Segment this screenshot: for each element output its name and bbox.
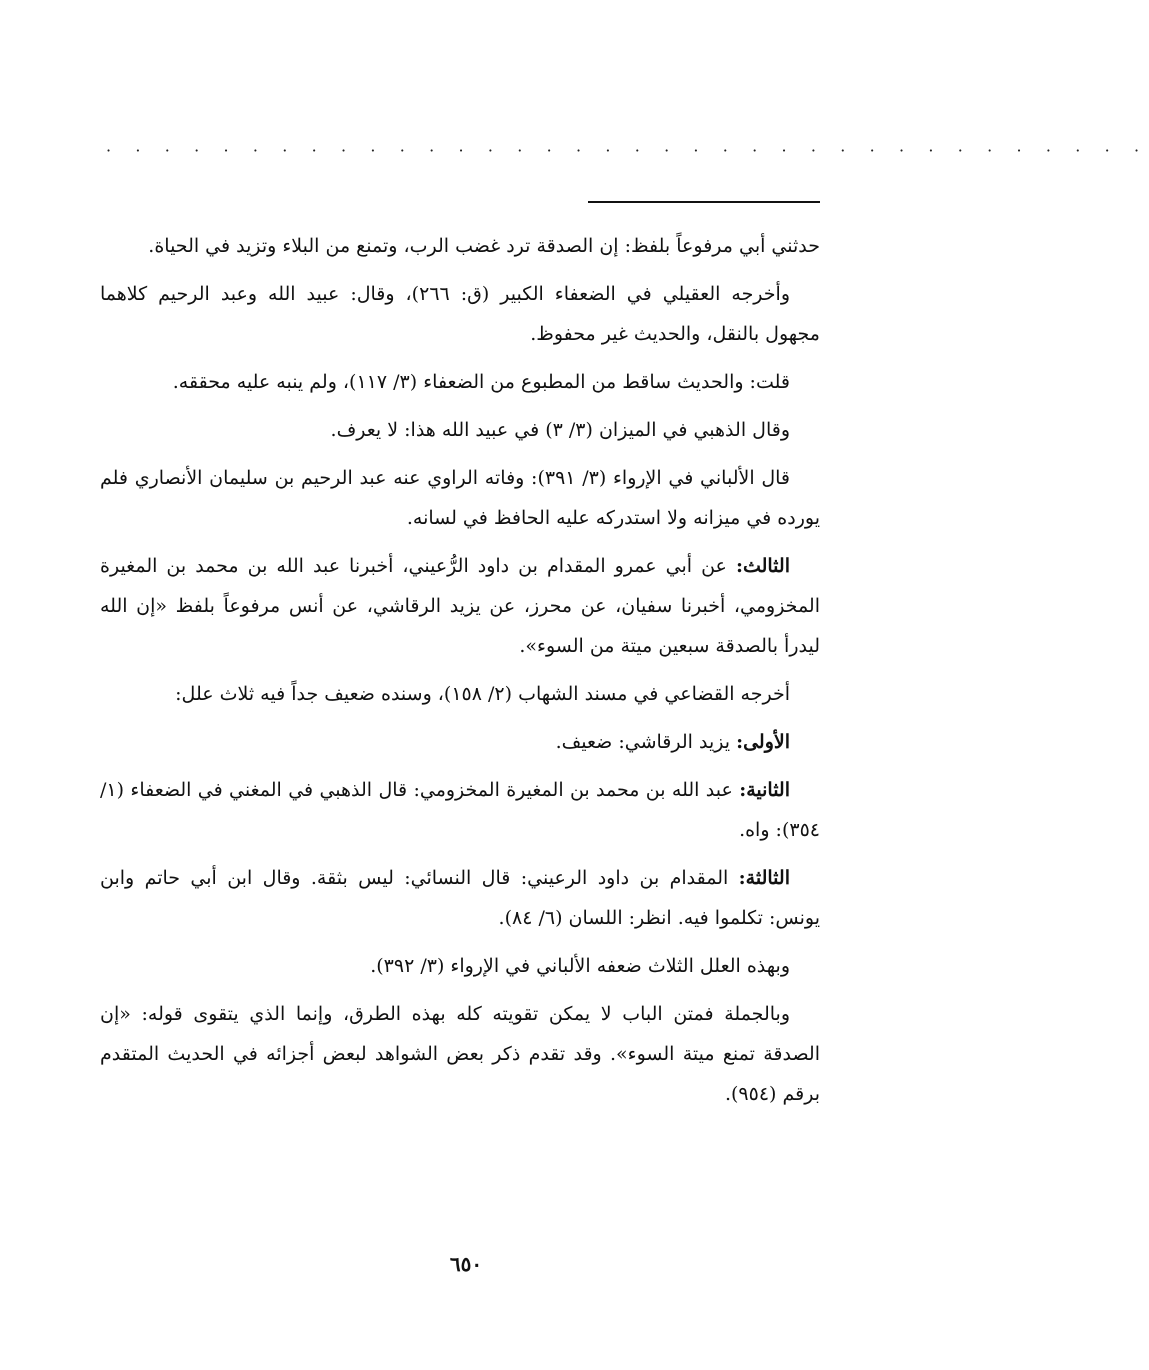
- paragraph-9: [100, 770, 820, 850]
- paragraph-11: [100, 946, 820, 986]
- paragraph-text: يزيد الرقاشي: ضعيف.: [555, 731, 737, 753]
- paragraph-text: قال الألباني في الإرواء (٣/ ٣٩١): وفاته الراوي عنه عبد الرحيم بن سليمان الأنصاري فلم يورده في ميزانه ولا استدركه عليه الحافظ في لسانه.: [100, 467, 820, 529]
- paragraph-lead: الأولى:: [736, 731, 790, 753]
- paragraph-text: وبالجملة فمتن الباب لا يمكن تقويته كله بهذه الطرق، وإنما الذي يتقوى قوله: «إن الصدقة تمنع ميتة السوء». وقد تقدم ذكر بعض الشواهد لبعض أجزائه في الحديث المتقدم برقم (٩٥٤).: [100, 1003, 820, 1105]
- paragraph-lead: الثالثة:: [738, 867, 790, 889]
- paragraph-4: [100, 410, 820, 450]
- paragraph-text: وبهذه العلل الثلاث ضعفه الألباني في الإرواء (٣/ ٣٩٢).: [370, 955, 790, 977]
- page-number: ٦٥٠: [449, 1252, 483, 1276]
- paragraph-text: أخرجه القضاعي في مسند الشهاب (٢/ ١٥٨)، وسنده ضعيف جداً فيه ثلاث علل:: [175, 683, 790, 705]
- paragraph-text: عن أبي عمرو المقدام بن داود الرُّعيني، أخبرنا عبد الله بن محمد بن المغيرة المخزومي، أخبرنا سفيان، عن محرز، عن يزيد الرقاشي، عن أنس مرفوعاً بلفظ «إن الله ليدرأ بالصدقة سبعين ميتة من السوء».: [100, 555, 820, 657]
- paragraph-7: [100, 674, 820, 714]
- paragraph-6: [100, 546, 820, 666]
- paragraph-text: المقدام بن داود الرعيني: قال النسائي: ليس بثقة. وقال ابن أبي حاتم وابن يونس: تكلموا فيه. انظر: اللسان (٦/ ٨٤).: [100, 867, 820, 929]
- paragraph-text: حدثني أبي مرفوعاً بلفظ: إن الصدقة ترد غضب الرب، وتمنع من البلاء وتزيد في الحياة.: [148, 235, 820, 257]
- paragraph-text: عبد الله بن محمد بن المغيرة المخزومي: قال الذهبي في المغني في الضعفاء (١/ ٣٥٤): واه.: [100, 779, 820, 841]
- footnote-text: [100, 226, 820, 1122]
- footnote-rule: [588, 201, 820, 203]
- paragraph-2: [100, 274, 820, 354]
- paragraph-text: وأخرجه العقيلي في الضعفاء الكبير (ق: ٢٦٦)، وقال: عبيد الله وعبد الرحيم كلاهما مجهول بالنقل، والحديث غير محفوظ.: [100, 283, 820, 345]
- dotted-separator: · · · · · · · · · · · · · · · · · · · · · · · · · · · · · · · · · · · ·: [106, 141, 1149, 160]
- paragraph-lead: الثالث:: [735, 555, 790, 577]
- paragraph-10: [100, 858, 820, 938]
- paragraph-text: وقال الذهبي في الميزان (٣/ ٣) في عبيد الله هذا: لا يعرف.: [330, 419, 790, 441]
- paragraph-12: [100, 994, 820, 1114]
- paragraph-1: [100, 226, 820, 266]
- paragraph-5: [100, 458, 820, 538]
- paragraph-3: [100, 362, 820, 402]
- paragraph-8: [100, 722, 820, 762]
- paragraph-lead: الثانية:: [739, 779, 790, 801]
- paragraph-text: قلت: والحديث ساقط من المطبوع من الضعفاء (٣/ ١١٧)، ولم ينبه عليه محققه.: [172, 371, 790, 393]
